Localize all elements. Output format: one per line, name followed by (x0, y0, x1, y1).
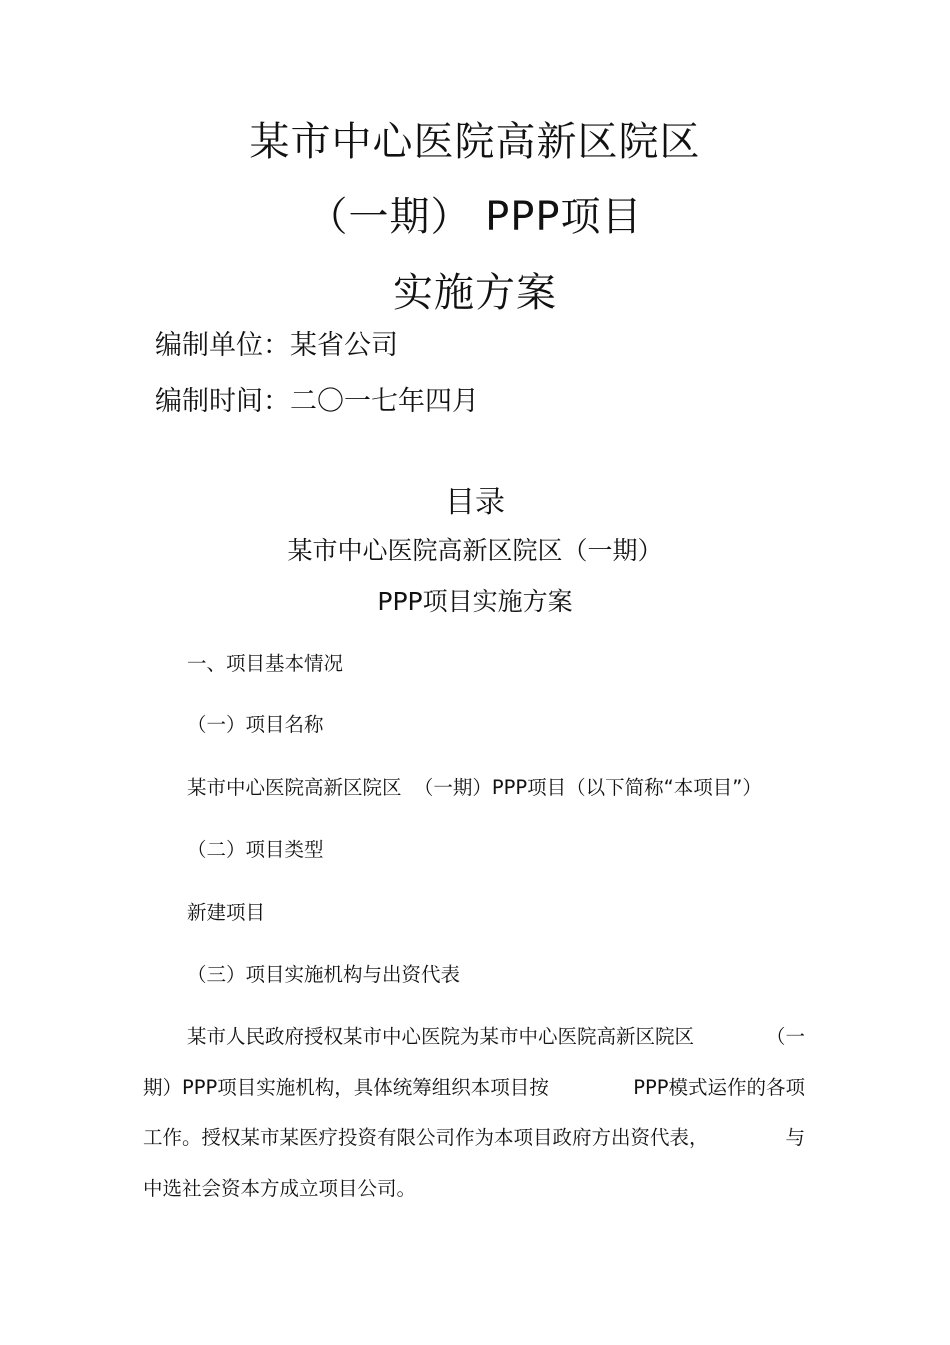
compiler-unit: 编制单位：某省公司 (155, 330, 398, 361)
paragraph-line (187, 1027, 805, 1047)
paragraph-line-text: PPP模式运作的各项 (633, 1076, 805, 1099)
subsection-heading-implementing-agency: （三）项目实施机构与出资代表 (187, 963, 461, 986)
paragraph-line-text: 某市人民政府授权某市中心医院为某市中心医院高新区院区 (187, 1025, 695, 1048)
toc-subtitle-line-1: 某市中心医院高新区院区（一期） (287, 536, 663, 565)
paragraph-line-text: 期）PPP项目实施机构，具体统筹组织本项目按 (143, 1076, 549, 1099)
section-heading-1: 一、项目基本情况 (187, 652, 344, 675)
subsection-heading-project-name: （一）项目名称 (187, 713, 324, 736)
paragraph-line-text: （一 (765, 1025, 805, 1048)
compile-date: 编制时间：二〇一七年四月 (155, 386, 479, 417)
project-type-text: 新建项目 (187, 901, 266, 924)
cover-title-line-1: 某市中心医院高新区院区 (249, 119, 701, 165)
subsection-heading-project-type: （二）项目类型 (187, 838, 324, 861)
cover-title-line-2: （一期） PPP项目 (307, 194, 643, 240)
toc-heading: 目录 (445, 485, 505, 520)
toc-subtitle-line-2: PPP项目实施方案 (377, 587, 573, 616)
paragraph-line (143, 1128, 805, 1148)
paragraph-line (143, 1078, 805, 1098)
project-name-text: 某市中心医院高新区院区 （一期）PPP项目（以下简称“本项目”） (187, 776, 762, 799)
cover-title-line-3: 实施方案 (393, 270, 557, 316)
paragraph-line-text: 工作。授权某市某医疗投资有限公司作为本项目政府方出资代表， (143, 1126, 709, 1149)
paragraph-line: 中选社会资本方成立项目公司。 (143, 1177, 417, 1200)
paragraph-line-text: 与 (785, 1126, 805, 1149)
